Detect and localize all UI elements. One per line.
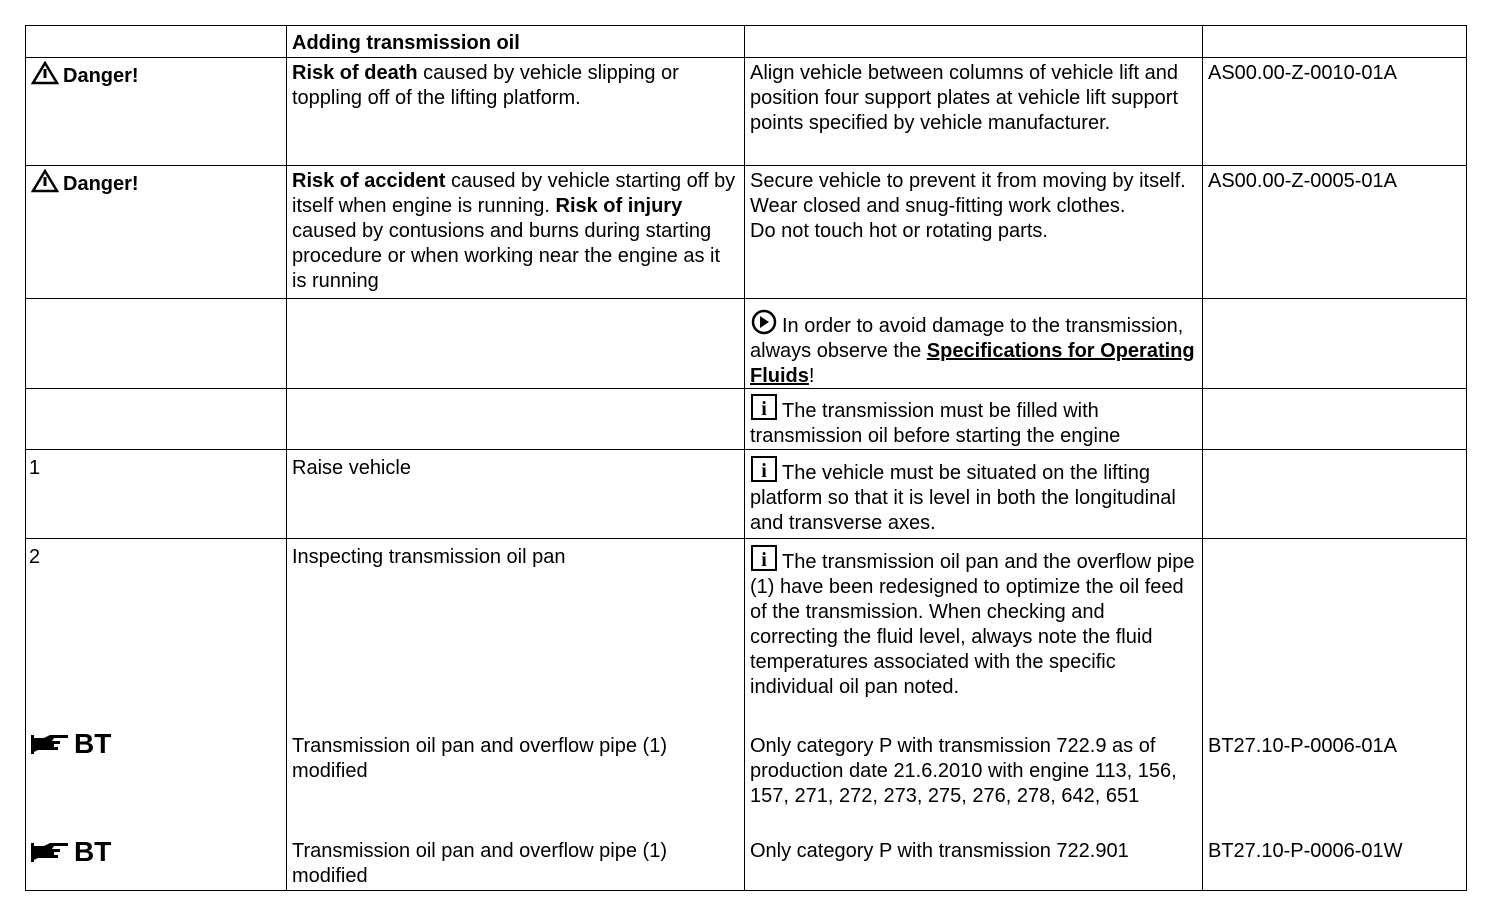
bt-condition: Only category P with transmission 722.9 as of production date 21.6.2010 with engine 113, 156, 157, 271, 272, 273, 275, 276, 278, 642, 651 (750, 735, 1177, 807)
info-icon (750, 394, 778, 420)
bt-condition: Only category P with transmission 722.901 (750, 840, 1129, 862)
document-reference[interactable]: BT27.10-P-0006-01W (1208, 840, 1403, 862)
danger-label: Danger! (26, 166, 286, 197)
svg-text:i: i (761, 460, 767, 482)
instruction-text: Secure vehicle to prevent it from moving by itself. Wear closed and snug-fitting work clothes. Do not touch hot or rotating parts. (750, 170, 1186, 242)
divider (25, 298, 1467, 299)
info-note: i The vehicle must be situated on the lifting platform so that it is level in both the longitudinal and transverse axes. (744, 453, 1202, 536)
divider (1466, 25, 1467, 891)
warning-triangle-icon (31, 169, 59, 193)
specifications-link[interactable]: Specifications for Operating Fluids (750, 340, 1195, 387)
info-note: i The transmission oil pan and the overflow pipe (1) have been redesigned to optimize the oil feed of the transmission. When checking and correcting the fluid level, always note the fluid temperatures associated with the specific individual oil pan noted. (744, 542, 1202, 700)
risk-text: Risk of death caused by vehicle slipping or toppling off of the lifting platform. (292, 62, 679, 109)
pointing-hand-icon (30, 840, 70, 864)
step-number: 2 (29, 546, 41, 568)
info-icon (750, 456, 778, 482)
instruction-text: Align vehicle between columns of vehicle lift and position four support plates at vehicle lift support points specified by vehicle manufacturer. (750, 62, 1179, 134)
svg-text:i: i (761, 549, 767, 571)
risk-text: Risk of accident caused by vehicle starting off by itself when engine is running. Risk of injury caused by contusions and burns during starting procedure or when working near the engine as it is running (292, 170, 736, 292)
bt-action: Transmission oil pan and overflow pipe (1) modified (292, 735, 667, 782)
document-reference[interactable]: AS00.00-Z-0005-01A (1208, 170, 1398, 192)
pointing-hand-icon (30, 732, 70, 756)
step-action: Raise vehicle (292, 457, 411, 479)
divider (25, 890, 1467, 891)
bt-label[interactable]: BT (26, 834, 286, 867)
info-note: i The transmission must be filled with transmission oil before starting the engine (744, 391, 1202, 449)
divider (25, 25, 1467, 26)
warning-triangle-icon (31, 61, 59, 85)
caution-note: In order to avoid damage to the transmission, always observe the Specifications for Operating Fluids! (744, 306, 1202, 389)
step-number: 1 (29, 457, 41, 479)
svg-text:i: i (761, 398, 767, 420)
divider (1202, 25, 1203, 891)
bt-action: Transmission oil pan and overflow pipe (1) modified (292, 840, 667, 887)
caution-circle-icon (750, 309, 778, 335)
danger-label: Danger! (26, 58, 286, 89)
document-reference[interactable]: AS00.00-Z-0010-01A (1208, 62, 1398, 84)
document-reference[interactable]: BT27.10-P-0006-01A (1208, 735, 1398, 757)
info-icon (750, 545, 778, 571)
bt-label[interactable]: BT (26, 726, 286, 759)
step-action: Inspecting transmission oil pan (292, 546, 566, 568)
divider (25, 538, 1467, 539)
section-title: Adding transmission oil (292, 32, 520, 54)
divider (25, 449, 1467, 450)
